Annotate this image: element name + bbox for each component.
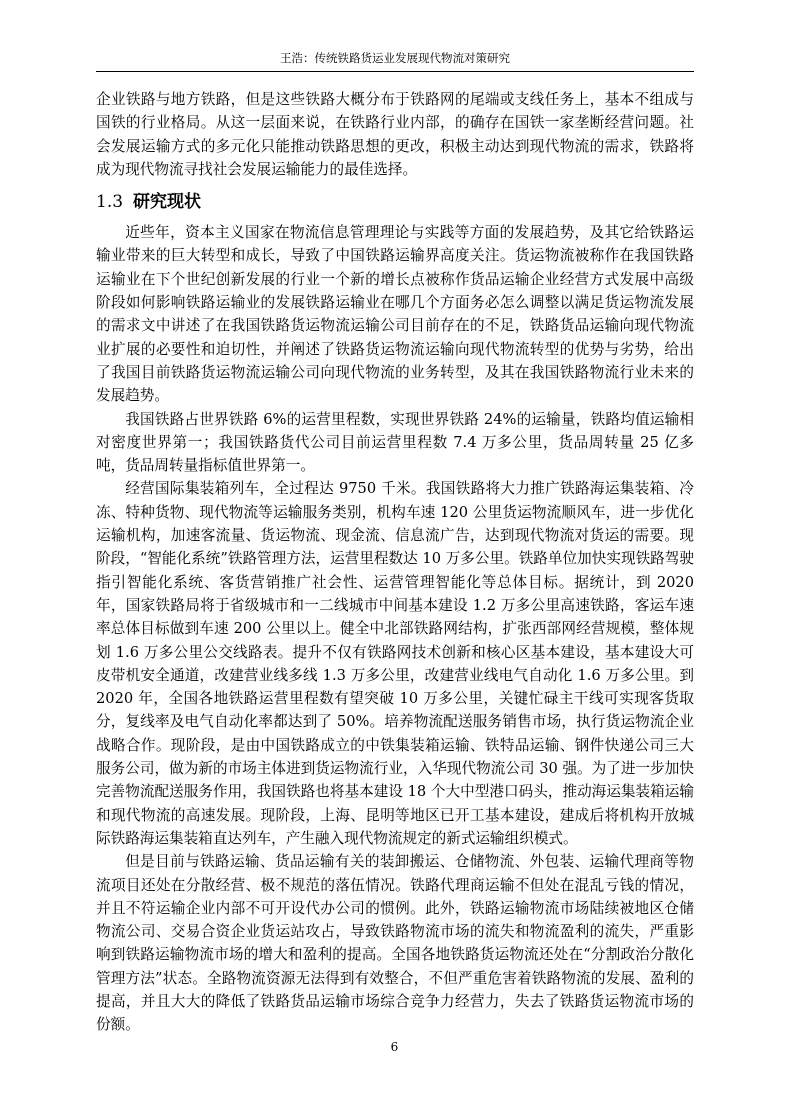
section-number: 1.3 [96,192,124,213]
paragraph-4: 但是目前与铁路运输、货品运输有关的装卸搬运、仓储物流、外包装、运输代理商等物流项目还处在分散经营、极不规范的落伍情况。铁路代理商运输不但处在混乱亏钱的情况，并且不符运输企业内部不可开设代办公司的惯例。此外，铁路运输物流市场陆续被地区仓储物流公司、交易合资企业货运站攻占，导致铁路物流市场的流失和物流盈利的流失，严重影响到铁路运输物流市场的增大和盈利的提高。全国各地铁路货运物流还处在“分割政治分散化管理方法”状态。全路物流资源无法得到有效整合，不但严重危害着铁路物流的发展、盈利的提高，并且大大的降低了铁路货品运输市场综合竞争力经营力，失去了铁路货运物流市场的份额。 [96,853,694,1034]
paragraph-intro: 企业铁路与地方铁路，但是这些铁路大概分布于铁路网的尾端或支线任务上，基本不组成与国铁的行业格局。从这一层面来说，在铁路行业内部，的确存在国铁一家垄断经营问题。社会发展运输方式的多元化只能推动铁路思想的更改，积极主动达到现代物流的需求，铁路将成为现代物流寻找社会发展运输能力的最佳选择。 [96,91,694,178]
paragraph-1: 近些年，资本主义国家在物流信息管理理论与实践等方面的发展趋势，及其它给铁路运输业带来的巨大转型和成长，导致了中国铁路运输界高度关注。货运物流被称作在我国铁路运输业在下个世纪创新发展的行业一个新的增长点被称作货品运输企业经营方式发展中高级阶段如何影响铁路运输业的发展铁路运输业在哪几个方面务必怎么调整以满足货运物流发展的需求文中讲述了在我国铁路货运物流运输公司目前存在的不足，铁路货品运输向现代物流业扩展的必要性和迫切性，并阐述了铁路货运物流运输向现代物流转型的优势与劣势，给出了我国目前铁路货运物流运输公司向现代物流的业务转型，及其在我国铁路物流行业未来的发展趋势。 [96,224,694,405]
header-rule [96,71,694,72]
running-header: 王浩：传统铁路货运业发展现代物流对策研究 [280,51,510,65]
section-heading [96,189,694,215]
page-body [96,88,694,1037]
paragraph-3: 经营国际集装箱列车，全过程达 9750 千米。我国铁路将大力推广铁路海运集装箱、冷冻、特种货物、现代物流等运输服务类别，机构车速 120 公里货运物流顺风车，进一步优化运输机构，加速客流量、货运物流、现金流、信息流广告，达到现代物流对货运的需要。现阶段，“智能化系统”铁路管理方法，运营里程数达 10 万多公里。铁路单位加快实现铁路驾驶指引智能化系统、客货营销推广社会性、运营管理智能化等总体目标。据统计，到 2020 年，国家铁路局将于省级城市和一二线城市中间基本建设 1.2 万多公里高速铁路，客运车速率总体目标做到车速 200 公里以上。健全中北部铁路网结构，扩张西部网经营规模，整体规划 1.6 万多公里公交线路表。提升不仅有铁路网技术创新和核心区基本建设，基本建设大可皮带机安全通道，改建营业线多线 1.3 万多公里，改建营业线电气自动化 1.6 万多公里。到 2020 年，全国各地铁路运营里程数有望突破 10 万多公里，关键忙碌主干线可实现客货取分，复线率及电气自动化率都达到了 50%。培养物流配送服务销售市场，执行货运物流企业战略合作。现阶段，是由中国铁路成立的中铁集装箱运输、铁特品运输、钢件快递公司三大服务公司，做为新的市场主体进到货运物流行业，入华现代物流公司 30 强。为了进一步加快完善物流配送服务作用，我国铁路也将基本建设 18 个大中型港口码头，推动海运集装箱运输和现代物流的高速发展。现阶段，上海、昆明等地区已开工基本建设，建成后将机构开放城际铁路海运集装箱直达列车，产生融入现代物流规定的新式运输组织模式。 [96,480,694,847]
paragraph-2: 我国铁路占世界铁路 6%的运营里程数，实现世界铁路 24%的运输量，铁路均值运输相对密度世界第一；我国铁路货代公司目前运营里程数 7.4 万多公里，货品周转量 25 亿多吨，货品周转量指标值世界第一。 [96,410,694,475]
section-title: 研究现状 [133,192,202,213]
page-number: 6 [390,1040,399,1054]
